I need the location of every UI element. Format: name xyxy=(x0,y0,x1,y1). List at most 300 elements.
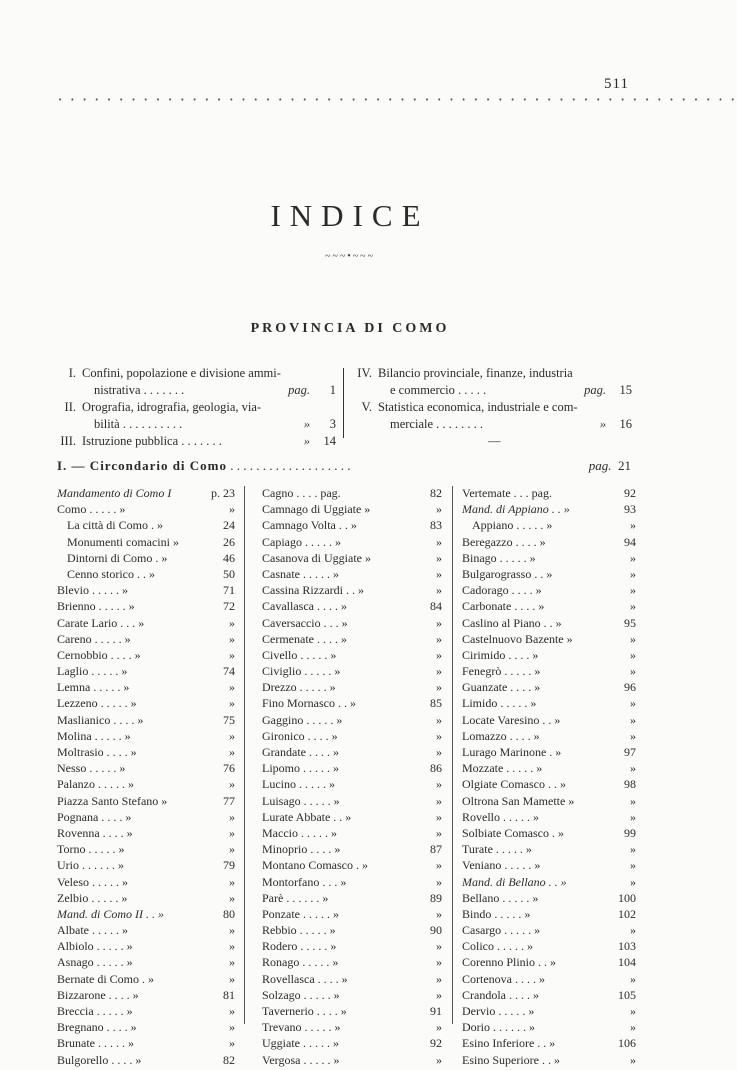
index-entry-name: Esino Superiore . . » xyxy=(462,1052,560,1067)
index-entry-name: Guanzate . . . . » xyxy=(462,680,541,695)
index-entry-name: Mandamento di Como I xyxy=(57,486,172,500)
index-entry-name: Olgiate Comasco . . » xyxy=(462,777,566,792)
index-entry-name: Lezzeno . . . . . » xyxy=(57,696,137,711)
index-entry-name: Minoprio . . . . » xyxy=(262,842,341,857)
index-entry-page: » xyxy=(630,842,636,857)
index-entry-page: » xyxy=(630,550,636,565)
index-entry-name: Locate Varesino . . » xyxy=(462,712,561,727)
index-entry-page: 85 xyxy=(430,696,442,711)
index-entry xyxy=(262,598,442,614)
index-entry-name: Caversaccio . . . » xyxy=(262,615,348,630)
index-entry-page: » xyxy=(630,761,636,776)
index-entry xyxy=(262,954,442,970)
index-entry-name: Oltrona San Mamette » xyxy=(462,793,575,808)
index-entry-name: Civello . . . . . » xyxy=(262,647,337,662)
index-entry xyxy=(462,582,636,598)
index-entry-name: Castelnuovo Bazente » xyxy=(462,631,573,646)
toc-entry xyxy=(352,399,634,416)
index-entry xyxy=(57,679,235,695)
index-entry-name: Lurago Marinone . » xyxy=(462,745,562,759)
index-entry xyxy=(57,776,235,792)
index-entry-name: Careno . . . . . » xyxy=(57,631,131,646)
toc-entry-text: Istruzione pubblica . . . . . . . xyxy=(82,434,222,448)
index-entry-page: » xyxy=(630,647,636,662)
index-entry xyxy=(57,1035,235,1051)
index-entry xyxy=(262,647,442,663)
index-entry xyxy=(57,712,235,728)
index-entry xyxy=(462,744,636,760)
index-entry-name: Casanova di Uggiate » xyxy=(262,550,371,565)
index-entry xyxy=(57,550,235,566)
index-entry-page: » xyxy=(436,955,442,970)
index-entry-name: Pognana . . . . » xyxy=(57,809,132,824)
index-entry xyxy=(57,647,235,663)
index-entry xyxy=(262,582,442,598)
index-entry-name: Tavernerio . . . . » xyxy=(262,1004,347,1018)
index-entry-name: Mozzate . . . . . » xyxy=(462,761,543,776)
index-entry xyxy=(462,534,636,550)
index-entry xyxy=(262,1052,442,1068)
index-entry-page: 96 xyxy=(624,680,636,695)
index-entry-page: » xyxy=(229,955,235,970)
index-entry xyxy=(57,1003,235,1019)
index-entry xyxy=(462,631,636,647)
index-entry xyxy=(262,760,442,776)
index-entry-name: Turate . . . . . » xyxy=(462,842,532,857)
index-entry-name: Brunate . . . . . » xyxy=(57,1036,134,1051)
index-entry xyxy=(57,890,235,906)
index-entry xyxy=(57,566,235,582)
index-entry-name: Camnago di Uggiate » xyxy=(262,502,371,517)
index-entry-name: Ronago . . . . . » xyxy=(262,955,339,970)
index-entry-page: » xyxy=(229,1036,235,1051)
index-entry-page: » xyxy=(436,1020,442,1035)
index-entry-name: Asnago . . . . . » xyxy=(57,955,133,970)
index-entry xyxy=(57,841,235,857)
index-entry-name: Bindo . . . . . » xyxy=(462,906,531,921)
index-entry xyxy=(57,922,235,938)
index-entry-page: » xyxy=(630,631,636,646)
index-entry xyxy=(262,615,442,631)
index-entry-name: Breccia . . . . . » xyxy=(57,1004,133,1018)
index-entry-page: » xyxy=(229,647,235,662)
index-entry-name: Lemna . . . . . » xyxy=(57,680,130,695)
index-entry-page: » xyxy=(229,1004,235,1018)
index-entry-page: » xyxy=(229,971,235,986)
index-entry-page: » xyxy=(630,728,636,743)
index-entry xyxy=(262,663,442,679)
index-entry-page: 26 xyxy=(223,534,235,549)
index-entry-name: Cortenova . . . . » xyxy=(462,971,545,986)
index-entry xyxy=(462,938,636,954)
column-divider-1 xyxy=(244,486,245,1024)
index-entry xyxy=(57,1019,235,1035)
index-entry-name: Casnate . . . . . » xyxy=(262,566,339,581)
index-entry xyxy=(262,841,442,857)
toc-entry-number: II. xyxy=(64,400,76,414)
index-entry xyxy=(262,890,442,906)
index-entry xyxy=(57,534,235,550)
index-entry-page: » xyxy=(630,874,636,889)
index-entry xyxy=(57,906,235,922)
index-entry-page: » xyxy=(436,1052,442,1067)
index-entry-page: » xyxy=(436,680,442,695)
toc-entry-number: III. xyxy=(60,434,76,448)
index-entry xyxy=(462,485,636,501)
index-entry xyxy=(462,954,636,970)
index-entry-name: Albate . . . . . » xyxy=(57,923,128,938)
index-entry xyxy=(462,987,636,1003)
index-entry xyxy=(262,1019,442,1035)
index-entry-name: Carbonate . . . . » xyxy=(462,599,545,614)
index-entry-name: Esino Inferiore . . » xyxy=(462,1036,556,1051)
index-entry-name: Grandate . . . . » xyxy=(262,745,339,759)
index-entry xyxy=(462,566,636,582)
index-entry-name: Solzago . . . . . » xyxy=(262,987,340,1002)
toc-entry-page: 1 xyxy=(329,383,336,397)
index-entry-page: 50 xyxy=(223,566,235,581)
index-entry-page: » xyxy=(436,987,442,1002)
index-entry-name: Crandola . . . . » xyxy=(462,987,539,1002)
index-entry-page: 74 xyxy=(223,664,235,679)
circondario-label: I. — Circondario di Como xyxy=(57,458,228,473)
index-entry-name: Luisago . . . . . » xyxy=(262,793,340,808)
index-entry-page: » xyxy=(436,858,442,873)
index-entry xyxy=(462,841,636,857)
index-entry-name: Corenno Plinio . . » xyxy=(462,955,557,970)
toc-dash-row xyxy=(352,433,634,450)
index-entry xyxy=(462,922,636,938)
index-entry-page: 98 xyxy=(624,777,636,792)
index-entry-page: » xyxy=(436,583,442,598)
index-entry-name: Cadorago . . . . » xyxy=(462,583,542,598)
index-entry-page: 97 xyxy=(624,745,636,759)
page-title: INDICE xyxy=(270,198,430,233)
index-entry-page: 102 xyxy=(618,906,636,921)
index-entry-name: Cavallasca . . . . » xyxy=(262,599,347,614)
index-entry xyxy=(462,1019,636,1035)
index-entry-name: Montorfano . . . » xyxy=(262,874,347,889)
index-entry xyxy=(262,906,442,922)
column-divider-2 xyxy=(452,486,453,1024)
index-entry xyxy=(262,728,442,744)
index-entry-name: Gaggino . . . . . » xyxy=(262,712,343,727)
index-entry xyxy=(57,793,235,809)
index-entry-page: » xyxy=(436,502,442,517)
index-entry xyxy=(57,501,235,517)
index-entry-page: » xyxy=(436,874,442,889)
index-entry-name: Parè . . . . . . » xyxy=(262,890,329,905)
index-entry-page: » xyxy=(630,923,636,938)
index-entry-name: Caslino al Piano . . » xyxy=(462,615,562,630)
index-entry-name: Montano Comasco . » xyxy=(262,858,368,873)
index-entry-name: Limido . . . . . » xyxy=(462,696,537,711)
index-entry xyxy=(262,922,442,938)
index-column-1 xyxy=(57,485,235,1068)
index-entry-page: » xyxy=(229,939,235,954)
index-entry-page: » xyxy=(436,793,442,808)
toc-entry xyxy=(56,382,338,399)
index-entry-name: Rebbio . . . . . » xyxy=(262,923,336,938)
index-entry xyxy=(57,938,235,954)
index-entry-name: Ponzate . . . . . » xyxy=(262,906,339,921)
index-entry xyxy=(57,809,235,825)
toc-entry xyxy=(352,365,634,382)
index-entry-name: Rodero . . . . . » xyxy=(262,939,337,954)
circondario-page: 21 xyxy=(618,458,631,473)
index-entry xyxy=(462,1035,636,1051)
index-entry xyxy=(262,566,442,582)
index-entry xyxy=(57,598,235,614)
index-entry-page: » xyxy=(436,777,442,792)
index-entry xyxy=(262,809,442,825)
index-entry xyxy=(462,598,636,614)
index-entry xyxy=(262,1003,442,1019)
toc-entry xyxy=(352,416,634,433)
index-entry-page: » xyxy=(436,647,442,662)
index-entry xyxy=(462,906,636,922)
toc-entry-pag: pag. xyxy=(584,383,606,397)
index-entry xyxy=(462,776,636,792)
toc-entry-pag: » xyxy=(599,417,606,431)
toc-entry-text: e commercio . . . . . xyxy=(390,383,487,397)
index-entry xyxy=(57,760,235,776)
index-entry-page: 81 xyxy=(223,987,235,1002)
toc-entry xyxy=(56,433,338,450)
index-entry-name: Brienno . . . . . » xyxy=(57,599,135,614)
index-entry-name: Piazza Santo Stefano » xyxy=(57,793,168,808)
index-entry-name: Vertemate . . . pag. xyxy=(462,486,552,500)
index-entry-name: Fino Mornasco . . » xyxy=(262,696,356,711)
index-entry-page: » xyxy=(436,631,442,646)
index-entry xyxy=(262,971,442,987)
index-entry-name: Palanzo . . . . . » xyxy=(57,777,134,792)
toc-entry-page: 15 xyxy=(619,383,632,397)
index-entry xyxy=(262,857,442,873)
index-entry-page: 100 xyxy=(618,890,636,905)
index-entry-page: » xyxy=(630,1004,636,1018)
index-entry-page: 79 xyxy=(223,858,235,873)
index-entry xyxy=(462,1003,636,1019)
index-entry-name: Uggiate . . . . . » xyxy=(262,1036,339,1051)
index-entry xyxy=(262,793,442,809)
index-entry-name: La città di Como . » xyxy=(67,518,163,533)
index-entry-name: Capiago . . . . . » xyxy=(262,534,341,549)
index-entry xyxy=(462,712,636,728)
index-entry xyxy=(462,971,636,987)
index-entry-page: » xyxy=(630,566,636,581)
index-entry-name: Dorio . . . . . . » xyxy=(462,1020,535,1035)
index-entry xyxy=(57,728,235,744)
index-entry-name: Camnago Volta . . » xyxy=(262,518,357,533)
index-entry-name: Carate Lario . . . » xyxy=(57,615,145,630)
decorative-rule: • • • • • • • • • • • • • • • • • • • • • • • • • • • • • • • • • • • • • • • • • • • • • • • • • • • • • • • • xyxy=(58,96,737,104)
index-entry xyxy=(262,825,442,841)
index-entry-name: Trevano . . . . . » xyxy=(262,1020,341,1035)
index-entry-name: Gironico . . . . » xyxy=(262,728,338,743)
index-entry xyxy=(262,874,442,890)
index-entry-page: 106 xyxy=(618,1036,636,1051)
index-entry-page: » xyxy=(436,615,442,630)
index-entry-name: Cagno . . . . pag. xyxy=(262,486,341,500)
index-entry-name: Cassina Rizzardi . . » xyxy=(262,583,364,598)
toc-entry-number: IV. xyxy=(357,366,372,380)
index-entry-page: 87 xyxy=(430,842,442,857)
index-entry xyxy=(462,809,636,825)
index-entry-page: » xyxy=(630,1020,636,1035)
index-entry xyxy=(462,825,636,841)
toc-dash: — xyxy=(488,434,501,448)
index-entry-page: 92 xyxy=(624,486,636,500)
index-entry-page: » xyxy=(229,615,235,630)
index-entry-name: Laglio . . . . . » xyxy=(57,664,128,679)
index-entry xyxy=(57,631,235,647)
index-entry xyxy=(262,501,442,517)
index-entry-page: 77 xyxy=(223,793,235,808)
index-entry-name: Cernobbio . . . . » xyxy=(57,647,141,662)
index-entry-name: Rovenna . . . . » xyxy=(57,825,133,840)
index-entry-page: » xyxy=(436,728,442,743)
index-entry-page: » xyxy=(630,599,636,614)
index-entry-page: 90 xyxy=(430,923,442,938)
index-entry xyxy=(262,679,442,695)
index-entry xyxy=(462,1052,636,1068)
toc-entry-text: bilità . . . . . . . . . . xyxy=(94,417,183,431)
index-entry-name: Rovellasca . . . . » xyxy=(262,971,348,986)
index-entry-page: » xyxy=(229,874,235,889)
index-entry-name: Nesso . . . . . » xyxy=(57,761,126,776)
index-entry xyxy=(57,971,235,987)
index-entry xyxy=(262,631,442,647)
index-entry xyxy=(262,550,442,566)
index-entry-name: Casargo . . . . . » xyxy=(462,923,541,938)
toc-entry-text: Bilancio provinciale, finanze, industria xyxy=(378,366,573,380)
index-entry-page: » xyxy=(229,777,235,792)
index-entry-name: Bulgorello . . . . » xyxy=(57,1052,142,1067)
toc-entry-page: 14 xyxy=(323,434,336,448)
index-entry-page: » xyxy=(229,890,235,905)
index-entry xyxy=(57,857,235,873)
index-entry-name: Drezzo . . . . . » xyxy=(262,680,336,695)
toc-entry xyxy=(56,399,338,416)
index-entry-page: » xyxy=(630,712,636,727)
title-ornament: ~~~•~~~ xyxy=(325,251,375,262)
toc-entry-pag: » xyxy=(303,434,310,448)
index-entry-page: 83 xyxy=(430,518,442,533)
index-entry-name: Cenno storico . . » xyxy=(67,566,155,581)
index-entry-name: Bernate di Como . » xyxy=(57,971,154,986)
toc-entry-text: Orografia, idrografia, geologia, via- xyxy=(82,400,262,414)
index-entry-page: 46 xyxy=(223,550,235,565)
index-entry-name: Bellano . . . . . » xyxy=(462,890,539,905)
index-entry-page: 82 xyxy=(430,486,442,500)
index-entry-name: Blevio . . . . . » xyxy=(57,583,128,598)
circondario-heading xyxy=(57,458,631,474)
index-entry-name: Maccio . . . . . » xyxy=(262,825,337,840)
index-entry xyxy=(262,695,442,711)
index-entry-page: » xyxy=(229,825,235,840)
index-entry xyxy=(57,954,235,970)
index-entry xyxy=(262,534,442,550)
index-entry-name: Bulgarograsso . . » xyxy=(462,566,553,581)
index-entry-page: 95 xyxy=(624,615,636,630)
index-entry-name: Lucino . . . . . » xyxy=(262,777,335,792)
index-entry-name: Bregnano . . . . » xyxy=(57,1020,137,1035)
index-entry-page: » xyxy=(229,502,235,517)
index-entry-name: Veleso . . . . . » xyxy=(57,874,128,889)
index-entry xyxy=(57,517,235,533)
index-entry-name: Colico . . . . . » xyxy=(462,939,533,954)
index-entry-name: Como . . . . . » xyxy=(57,502,126,517)
index-entry-page: 91 xyxy=(430,1004,442,1018)
index-entry-page: » xyxy=(436,825,442,840)
index-entry-page: » xyxy=(229,745,235,759)
index-entry xyxy=(262,744,442,760)
index-entry-name: Zelbio . . . . . » xyxy=(57,890,128,905)
index-entry-page: 71 xyxy=(223,583,235,598)
index-entry-page: » xyxy=(436,534,442,549)
index-entry-page: 84 xyxy=(430,599,442,614)
index-entry-page: » xyxy=(229,680,235,695)
toc-entry-text: merciale . . . . . . . . xyxy=(390,417,484,431)
index-entry xyxy=(462,793,636,809)
index-entry-name: Mand. di Appiano . . » xyxy=(462,502,570,517)
index-entry-name: Solbiate Comasco . » xyxy=(462,825,564,840)
index-entry-page: 82 xyxy=(223,1052,235,1067)
index-entry-name: Cermenate . . . . » xyxy=(262,631,347,646)
index-entry-name: Lomazzo . . . . » xyxy=(462,728,540,743)
toc-entry-number: I. xyxy=(68,366,76,380)
index-entry xyxy=(57,615,235,631)
index-entry-page: » xyxy=(630,583,636,598)
index-entry-page: 76 xyxy=(223,761,235,776)
index-entry-page: 94 xyxy=(624,534,636,549)
index-entry-name: Torno . . . . . » xyxy=(57,842,125,857)
index-entry-page: » xyxy=(436,939,442,954)
index-entry xyxy=(462,679,636,695)
index-entry-page: p. 23 xyxy=(211,486,235,500)
index-entry xyxy=(462,857,636,873)
index-entry-name: Mand. di Bellano . . » xyxy=(462,874,567,889)
toc-entry-number: V. xyxy=(361,400,372,414)
index-entry xyxy=(262,1035,442,1051)
index-entry-name: Vergosa . . . . . » xyxy=(262,1052,340,1067)
index-entry xyxy=(57,825,235,841)
index-entry xyxy=(462,517,636,533)
index-entry-name: Molina . . . . . » xyxy=(57,728,131,743)
index-entry xyxy=(57,874,235,890)
index-entry xyxy=(262,517,442,533)
page-number: 511 xyxy=(604,76,629,92)
index-entry xyxy=(462,550,636,566)
index-entry-page: 99 xyxy=(624,825,636,840)
index-entry-page: 92 xyxy=(430,1036,442,1051)
index-column-3 xyxy=(462,485,636,1068)
toc-entry-text: nistrativa . . . . . . . xyxy=(94,383,185,397)
index-entry-page: 93 xyxy=(624,502,636,517)
index-entry-page: » xyxy=(630,664,636,679)
index-entry-page: 75 xyxy=(223,712,235,727)
index-entry-page: 24 xyxy=(223,518,235,533)
circondario-dots: . . . . . . . . . . . . . . . . . . . xyxy=(227,458,351,473)
index-entry-page: » xyxy=(229,923,235,938)
index-entry xyxy=(462,695,636,711)
index-entry-page: » xyxy=(436,971,442,986)
toc-entry-pag: pag. xyxy=(288,383,310,397)
index-entry-name: Bizzarone . . . . » xyxy=(57,987,139,1002)
index-entry-page: 86 xyxy=(430,761,442,776)
toc-entry xyxy=(56,416,338,433)
